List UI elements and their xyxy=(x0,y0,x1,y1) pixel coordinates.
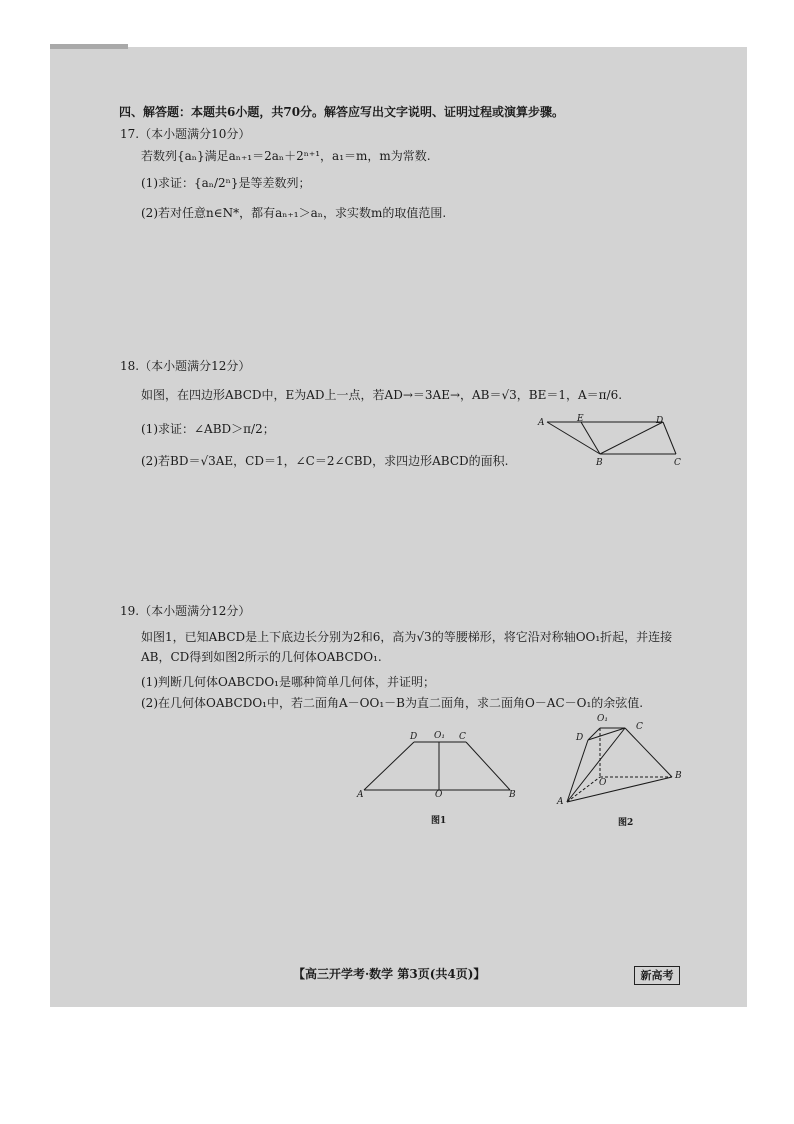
fig2-label-a: A xyxy=(557,797,564,807)
q19-part2: (2)在几何体OABCDO₁中，若二面角A－OO₁－B为直二面角，求二面角O－AC－O₁的余弦值. xyxy=(141,696,644,710)
q19-title: 19.（本小题满分12分） xyxy=(120,604,251,618)
q18-part1: (1)求证：∠ABD＞π/2； xyxy=(141,422,275,436)
q18-label-e: E xyxy=(577,414,584,424)
fig2-label-b: B xyxy=(675,771,682,781)
q17-stem: 若数列{aₙ}满足aₙ₊₁＝2aₙ＋2ⁿ⁺¹，a₁＝m，m为常数. xyxy=(141,149,431,163)
fig2-label-c: C xyxy=(636,722,643,732)
fig1-label-d: D xyxy=(410,732,418,742)
q18-part2: (2)若BD＝√3AE，CD＝1，∠C＝2∠CBD，求四边形ABCD的面积. xyxy=(141,454,509,468)
exam-sheet xyxy=(50,47,747,1007)
q17-part2: (2)若对任意n∈N*，都有aₙ₊₁＞aₙ，求实数m的取值范围. xyxy=(141,206,447,220)
fig2-caption: 图2 xyxy=(618,818,634,828)
fig1-label-b: B xyxy=(509,790,516,800)
page-footer: 【高三开学考·数学 第3页(共4页)】 xyxy=(293,967,486,981)
q19-stem-line2: AB，CD得到如图2所示的几何体OABCDO₁. xyxy=(141,650,382,664)
q17-part1: (1)求证：{aₙ/2ⁿ}是等差数列； xyxy=(141,176,311,190)
section-header: 四、解答题：本题共6小题，共70分。解答应写出文字说明、证明过程或演算步骤。 xyxy=(119,105,565,119)
q18-quadrilateral-figure xyxy=(540,412,690,472)
q19-figure-2-solid xyxy=(560,713,690,813)
q18-label-c: C xyxy=(674,458,681,468)
fig2-label-o: O xyxy=(599,778,607,788)
exam-badge: 新高考 xyxy=(634,966,680,985)
fig1-label-o: O xyxy=(435,790,443,800)
fig1-label-c: C xyxy=(459,732,466,742)
fig1-label-o1: O₁ xyxy=(434,731,445,741)
q17-title: 17.（本小题满分10分） xyxy=(120,127,251,141)
q18-label-d: D xyxy=(656,416,664,426)
q19-part1: (1)判断几何体OABCDO₁是哪种简单几何体，并证明； xyxy=(141,675,435,689)
q18-title: 18.（本小题满分12分） xyxy=(120,359,251,373)
q19-stem-line1: 如图1，已知ABCD是上下底边长分别为2和6，高为√3的等腰梯形，将它沿对称轴OO₁折起，并连接 xyxy=(141,630,673,644)
fig1-label-a: A xyxy=(357,790,364,800)
fig1-caption: 图1 xyxy=(431,816,447,826)
fig2-label-d: D xyxy=(576,733,584,743)
q18-stem: 如图，在四边形ABCD中，E为AD上一点，若AD→＝3AE→，AB＝√3，BE＝1，A＝π/6. xyxy=(141,388,623,402)
fig2-label-o1: O₁ xyxy=(597,714,608,724)
sheet-edge xyxy=(50,44,128,49)
q18-label-a: A xyxy=(538,418,545,428)
q19-figure-1-trapezoid xyxy=(358,735,528,805)
q18-label-b: B xyxy=(596,458,603,468)
